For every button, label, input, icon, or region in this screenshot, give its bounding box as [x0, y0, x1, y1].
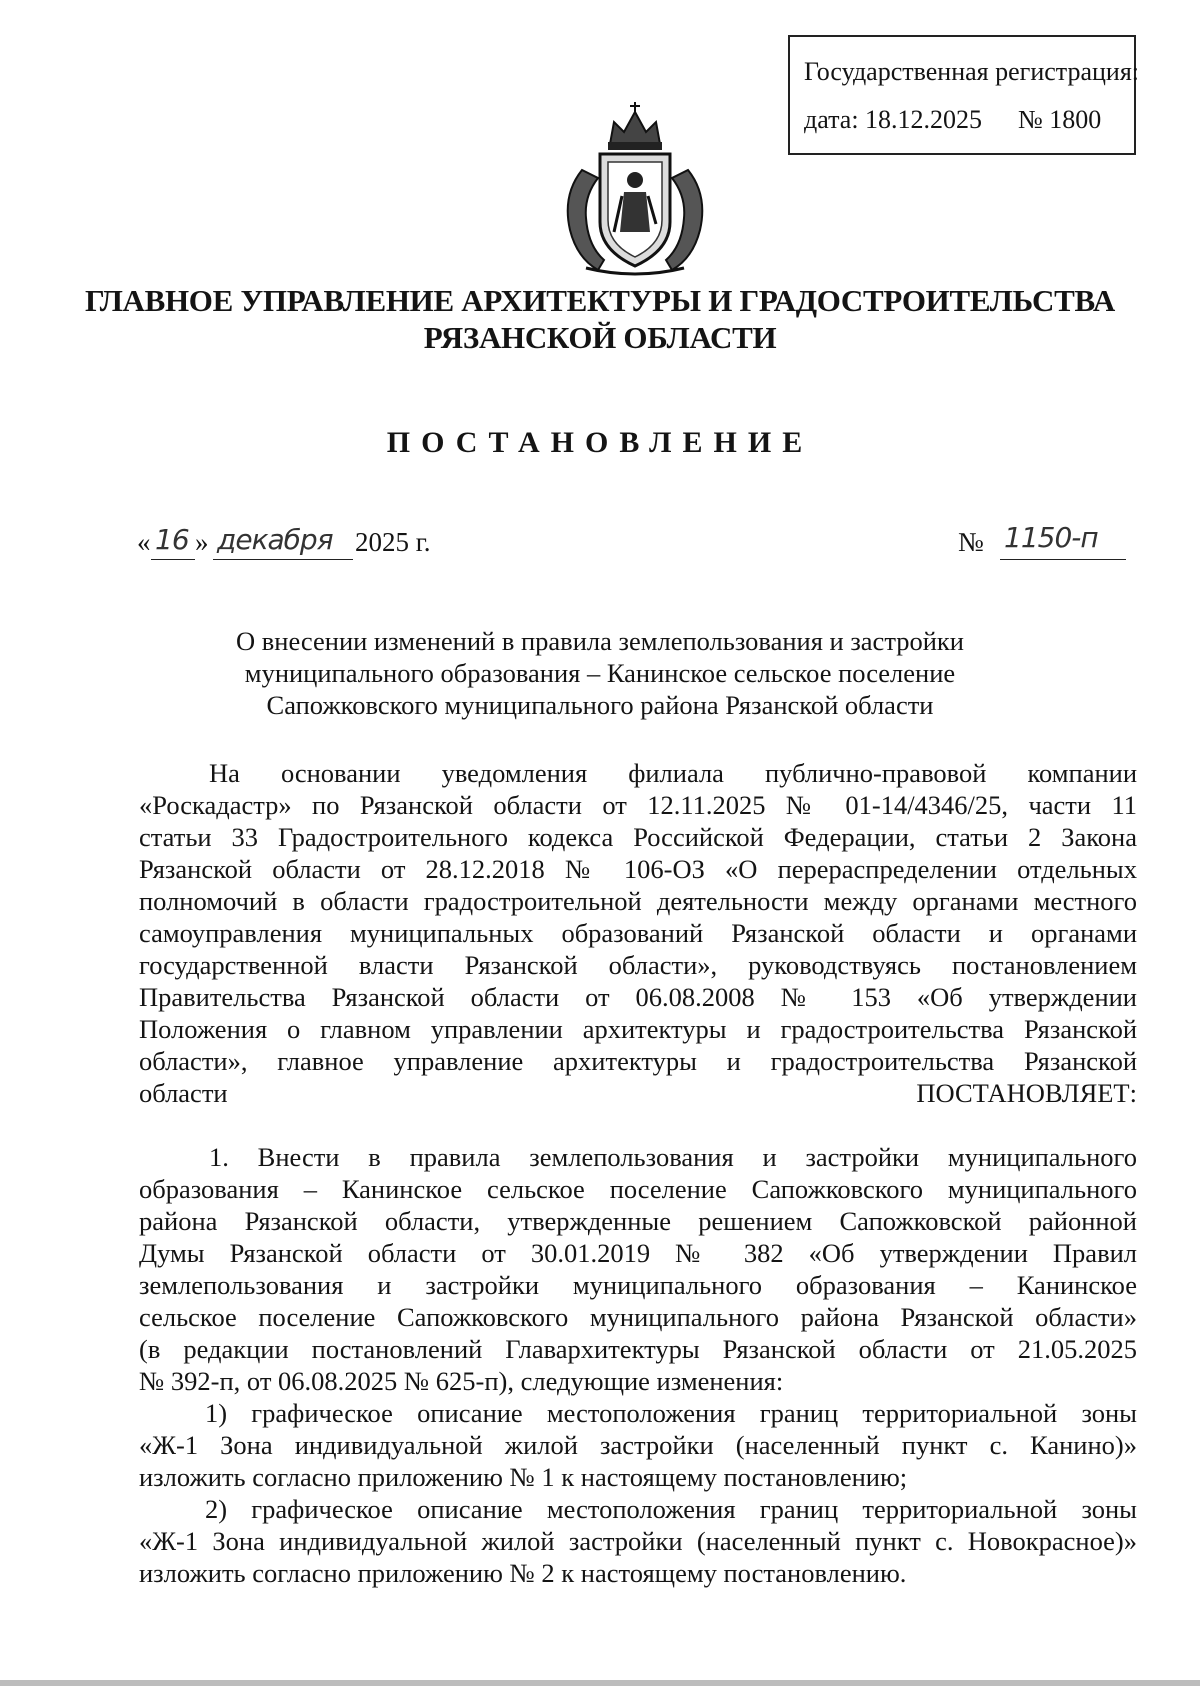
- resolution-date: [137, 523, 497, 567]
- body-line: «Роскадастр» по Рязанской области от 12.11.2025 № 01-14/4346/25, части 11: [139, 790, 1137, 820]
- organization-name-line-1: ГЛАВНОЕ УПРАВЛЕНИЕ АРХИТЕКТУРЫ И ГРАДОСТРОИТЕЛЬСТВА: [84, 283, 1115, 318]
- body-line: [139, 1109, 1137, 1141]
- registration-number: № 1800: [1018, 105, 1102, 134]
- body-line: 1. Внести в правила землепользования и застройки муниципального: [209, 1142, 1137, 1172]
- body-line: полномочий в области градостроительной деятельности между органами местного: [139, 886, 1137, 916]
- number-handwritten: 1150-п: [1004, 521, 1098, 554]
- date-year: 2025 г.: [355, 527, 431, 557]
- date-close-quote: »: [195, 527, 209, 557]
- body-line: статьи 33 Градостроительного кодекса Российской Федерации, статьи 2 Закона: [139, 822, 1137, 852]
- number-underline: [1000, 559, 1126, 560]
- subject-line: Сапожковского муниципального района Рязанской области: [266, 690, 934, 720]
- body-line: самоуправления муниципальных образований Рязанской области и органами: [139, 918, 1137, 948]
- body-line: области ПОСТАНОВЛЯЕТ:: [139, 1078, 1137, 1108]
- registration-stamp: [788, 35, 1140, 155]
- body-line: государственной власти Рязанской области», руководствуясь постановлением: [139, 950, 1137, 980]
- body-line: изложить согласно приложению № 2 к настоящему постановлению.: [139, 1558, 907, 1588]
- document-type-title: ПОСТАНОВЛЕНИЕ: [386, 426, 814, 459]
- date-month-handwritten: декабря: [217, 523, 333, 556]
- body-line: сельское поселение Сапожковского муниципального района Рязанской области»: [139, 1302, 1137, 1332]
- scan-edge-divider: [0, 1680, 1200, 1686]
- subitem-1-paragraph: [139, 1397, 1137, 1493]
- body-line: На основании уведомления филиала публично-правовой компании: [209, 758, 1137, 788]
- body-line: района Рязанской области, утвержденные решением Сапожковской районной: [139, 1206, 1137, 1236]
- registration-date: дата: 18.12.2025: [804, 105, 983, 134]
- body-line: (в редакции постановлений Главархитектуры Рязанской области от 21.05.2025: [139, 1334, 1137, 1364]
- coat-of-arms-emblem: [552, 100, 718, 276]
- body-line: Положения о главном управлении архитектуры и градостроительства Рязанской: [139, 1014, 1137, 1044]
- body-line: «Ж-1 Зона индивидуальной жилой застройки (населенный пункт с. Канино)»: [139, 1430, 1137, 1460]
- body-line: 2) графическое описание местоположения границ территориальной зоны: [205, 1494, 1137, 1524]
- subject-line: муниципального образования – Канинское сельское поселение: [244, 658, 956, 688]
- organization-name-line-2: РЯЗАНСКОЙ ОБЛАСТИ: [423, 320, 777, 355]
- body-line: области», главное управление архитектуры и градостроительства Рязанской: [139, 1046, 1137, 1076]
- body-line: Правительства Рязанской области от 06.08.2008 № 153 «Об утверждении: [139, 982, 1137, 1012]
- body-line: землепользования и застройки муниципального образования – Канинское: [139, 1270, 1137, 1300]
- body-line: Думы Рязанской области от 30.01.2019 № 382 «Об утверждении Правил: [139, 1238, 1137, 1268]
- date-open-quote: «: [137, 527, 151, 557]
- body-line: 1) графическое описание местоположения границ территориальной зоны: [205, 1398, 1137, 1428]
- item-1-paragraph: [139, 1141, 1137, 1397]
- month-underline: [213, 559, 353, 560]
- body-line: образования – Канинское сельское поселение Сапожковского муниципального: [139, 1174, 1137, 1204]
- subitem-2-paragraph: [139, 1493, 1137, 1589]
- body-line: изложить согласно приложению № 1 к настоящему постановлению;: [139, 1462, 908, 1492]
- resolution-subject: [100, 625, 1100, 721]
- preamble-paragraph: [139, 757, 1137, 1141]
- day-underline: [151, 559, 195, 560]
- resolution-number: [958, 521, 1138, 567]
- body-line: «Ж-1 Зона индивидуальной жилой застройки (населенный пункт с. Новокрасное)»: [139, 1526, 1137, 1556]
- subject-line: О внесении изменений в правила землепользования и застройки: [236, 626, 964, 656]
- number-sign: №: [958, 527, 984, 557]
- registration-title: Государственная регистрация:: [804, 57, 1140, 86]
- body-line: Рязанской области от 28.12.2018 № 106-ОЗ «О перераспределении отдельных: [139, 854, 1137, 884]
- body-line: № 392-п, от 06.08.2025 № 625-п), следующие изменения:: [139, 1366, 784, 1396]
- date-day-handwritten: 16: [155, 523, 189, 556]
